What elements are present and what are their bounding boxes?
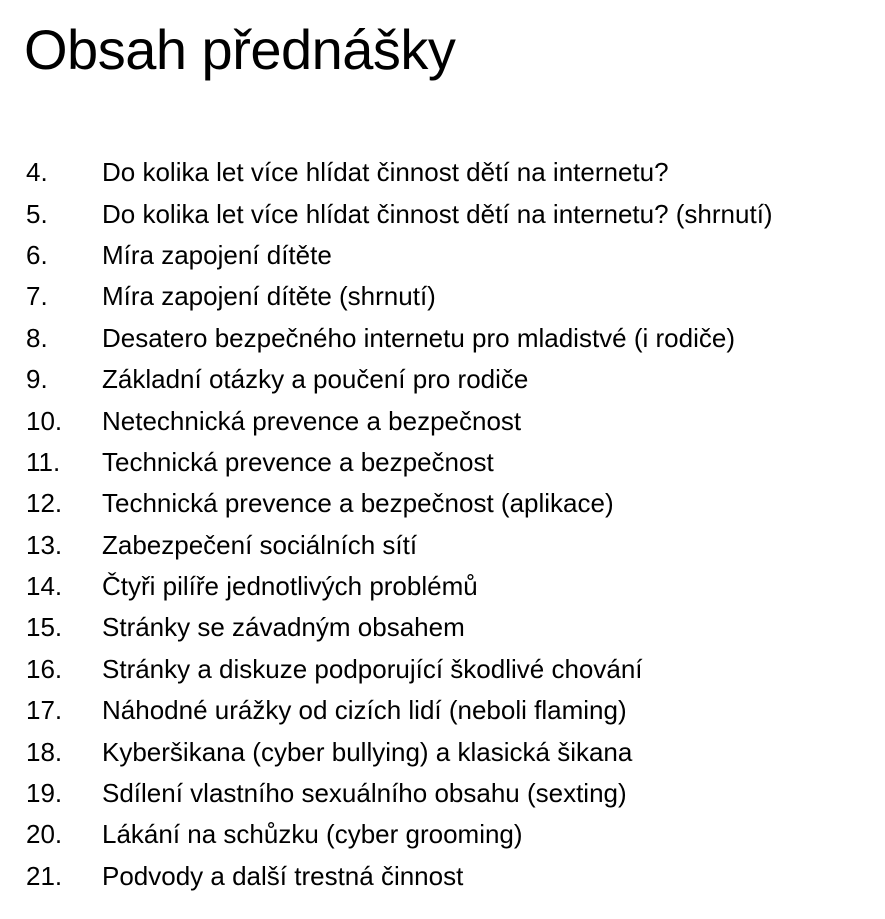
item-number: 11. (26, 446, 61, 477)
item-text: Do kolika let více hlídat činnost dětí na internetu? (shrnutí) (102, 198, 773, 229)
item-number: 19. (26, 778, 63, 809)
item-number: 7. (26, 281, 48, 312)
item-text: Technická prevence a bezpečnost (102, 446, 494, 477)
list-item (0, 525, 885, 566)
item-text: Desatero bezpečného internetu pro mladistvé (i rodiče) (102, 322, 736, 353)
item-number: 4. (26, 157, 48, 188)
item-text: Sdílení vlastního sexuálního obsahu (sexting) (102, 778, 627, 809)
list-item (0, 814, 885, 855)
item-number: 9. (26, 364, 48, 395)
item-text: Náhodné urážky od cizích lidí (neboli flaming) (102, 695, 627, 726)
item-number: 15. (26, 612, 63, 643)
item-text: Do kolika let více hlídat činnost dětí na internetu? (102, 157, 669, 188)
item-number: 18. (26, 736, 63, 767)
item-number: 20. (26, 819, 63, 850)
item-text: Stránky a diskuze podporující škodlivé chování (102, 653, 643, 684)
item-text: Míra zapojení dítěte (shrnutí) (102, 281, 436, 312)
item-text: Netechnická prevence a bezpečnost (102, 405, 522, 436)
item-text: Technická prevence a bezpečnost (aplikace) (102, 488, 614, 519)
item-number: 14. (26, 571, 63, 602)
item-number: 21. (26, 860, 63, 891)
item-text: Čtyři pilíře jednotlivých problémů (102, 571, 478, 602)
list-item (0, 607, 885, 648)
list-item (0, 193, 885, 234)
list-item (0, 318, 885, 359)
item-number: 16. (26, 653, 63, 684)
item-number: 10. (26, 405, 63, 436)
list-item (0, 152, 885, 193)
item-text: Základní otázky a poučení pro rodiče (102, 364, 529, 395)
list-item (0, 649, 885, 690)
item-text: Kyberšikana (cyber bullying) a klasická šikana (102, 736, 633, 767)
list-item (0, 773, 885, 814)
list-item (0, 690, 885, 731)
list-item (0, 731, 885, 772)
item-text: Lákání na schůzku (cyber grooming) (102, 819, 523, 850)
item-number: 8. (26, 322, 48, 353)
item-text: Podvody a další trestná činnost (102, 860, 464, 891)
list-item (0, 276, 885, 317)
list-item (0, 566, 885, 607)
item-text: Stránky se závadným obsahem (102, 612, 465, 643)
topic-list (0, 152, 885, 897)
item-number: 6. (26, 239, 48, 270)
item-number: 17. (26, 695, 63, 726)
list-item (0, 483, 885, 524)
list-item (0, 442, 885, 483)
item-text: Míra zapojení dítěte (102, 239, 332, 270)
list-item (0, 856, 885, 897)
item-text: Zabezpečení sociálních sítí (102, 529, 418, 560)
item-number: 5. (26, 198, 48, 229)
item-number: 12. (26, 488, 63, 519)
list-item (0, 400, 885, 441)
list-item (0, 235, 885, 276)
list-item (0, 359, 885, 400)
page-title: Obsah přednášky (24, 18, 456, 81)
item-number: 13. (26, 529, 63, 560)
